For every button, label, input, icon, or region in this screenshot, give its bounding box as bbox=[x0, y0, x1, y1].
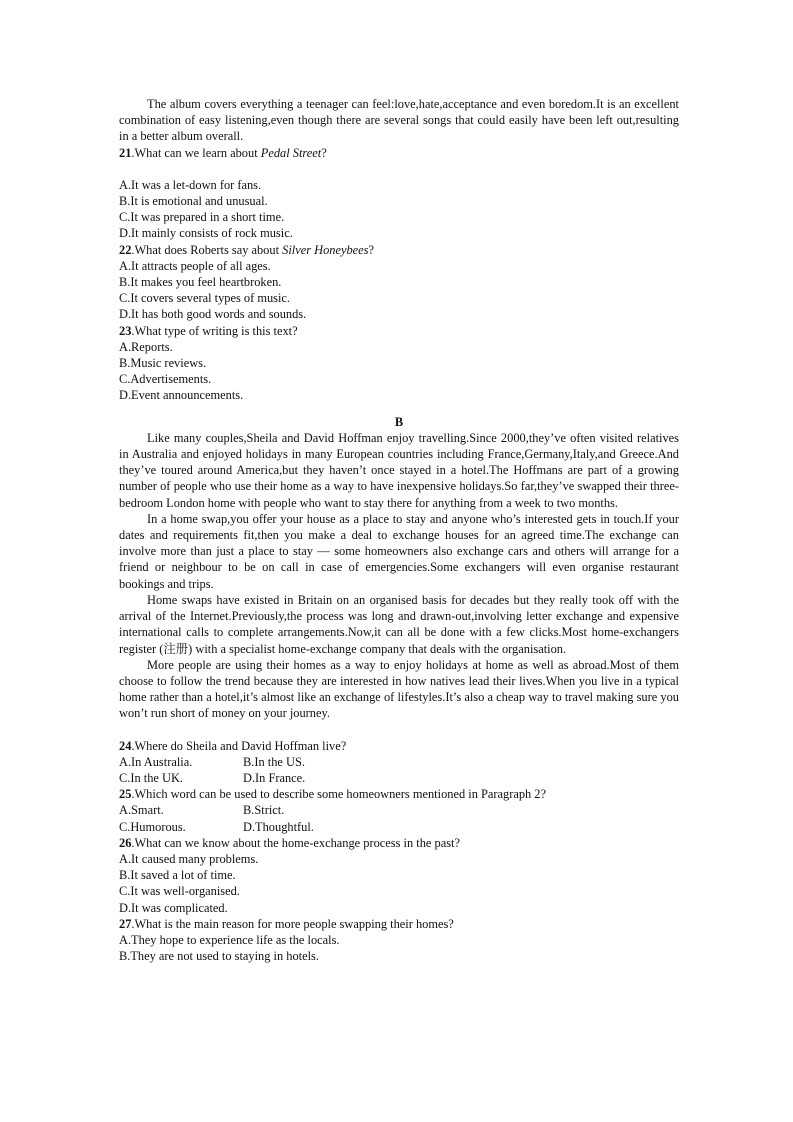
option-25c: C.Humorous. bbox=[119, 819, 186, 834]
question-number: 26 bbox=[119, 835, 132, 850]
question-number: 27 bbox=[119, 916, 132, 931]
option-23a: A.Reports. bbox=[119, 339, 173, 354]
question-text: .What can we know about the home-exchange process in the past? bbox=[131, 835, 460, 850]
question-text-end: ? bbox=[321, 145, 327, 160]
option-26d: D.It was complicated. bbox=[119, 900, 228, 915]
question-22 bbox=[119, 242, 679, 258]
option-25b: B.Strict. bbox=[243, 803, 285, 818]
option-24c: C.In the UK. bbox=[119, 770, 184, 785]
options-row bbox=[119, 802, 679, 818]
option-24a: A.In Australia. bbox=[119, 754, 193, 769]
option-22b: B.It makes you feel heartbroken. bbox=[119, 275, 282, 290]
spacer bbox=[119, 161, 679, 177]
question-27 bbox=[119, 916, 679, 932]
question-25 bbox=[119, 786, 679, 802]
option-22d: D.It has both good words and sounds. bbox=[119, 307, 307, 322]
option-21d: D.It mainly consists of rock music. bbox=[119, 226, 293, 241]
passage-b-paragraph-4: More people are using their homes as a way to enjoy holidays at home as well as abroad.Most of them choose to follow the trend because they are interested in how natives lead their lives.When you live in a typical home rather than a hotel,it’s almost like an exchange of lifestyles.It’s also a cheap way to travel making sure you won’t run short of money on your journey. bbox=[119, 657, 679, 721]
option-24d: D.In France. bbox=[243, 770, 306, 785]
question-number: 24 bbox=[119, 738, 132, 753]
question-23 bbox=[119, 323, 679, 339]
option-23c: C.Advertisements. bbox=[119, 372, 212, 387]
option-24b: B.In the US. bbox=[243, 754, 305, 769]
passage-b-paragraph-3: Home swaps have existed in Britain on an organised basis for decades but they really took off with the arrival of the Internet.Previously,the process was long and drawn-out,involving letter exchange and expensive international calls to complete arrangements.Now,it can all be done with a few clicks.Most home-exchangers register (注册) with a specialist home-exchange company that deals with the organisation. bbox=[119, 592, 679, 656]
question-text-end: ? bbox=[368, 242, 374, 257]
options-row bbox=[119, 819, 679, 835]
question-24 bbox=[119, 738, 679, 754]
option-21a: A.It was a let-down for fans. bbox=[119, 177, 262, 192]
album-title: Pedal Street bbox=[260, 145, 322, 160]
question-text: .Which word can be used to describe some homeowners mentioned in Paragraph 2? bbox=[131, 787, 547, 802]
option-27b: B.They are not used to staying in hotels. bbox=[119, 949, 319, 964]
option-22c: C.It covers several types of music. bbox=[119, 291, 291, 306]
option-26a: A.It caused many problems. bbox=[119, 851, 259, 866]
question-26 bbox=[119, 835, 679, 851]
question-21 bbox=[119, 145, 679, 161]
question-text: .What is the main reason for more people swapping their homes? bbox=[131, 916, 454, 931]
intro-paragraph: The album covers everything a teenager can feel:love,hate,acceptance and even boredom.It is an excellent combination of easy listening,even though there are several songs that could easily have been left out,resulting in a better album overall. bbox=[119, 97, 679, 144]
spacer bbox=[119, 722, 679, 738]
question-number: 22 bbox=[119, 242, 132, 257]
album-title: Silver Honeybees bbox=[282, 242, 369, 257]
option-22a: A.It attracts people of all ages. bbox=[119, 258, 271, 273]
passage-b-paragraph-1: Like many couples,Sheila and David Hoffman enjoy travelling.Since 2000,they’ve often visited relatives in Australia and enjoyed holidays in many European countries including France,Germany,Italy,and Greece.And they’ve toured around America,but they haven’t once stayed in a hotel.The Hoffmans are part of a growing number of people who use their home as a way to have inexpensive holidays.So far,they’ve swapped their three-bedroom London home with people who want to stay there for anything from a week to two months. bbox=[119, 430, 679, 510]
question-text: .What does Roberts say about bbox=[131, 242, 283, 257]
question-text: .What can we learn about bbox=[131, 145, 261, 160]
question-number: 25 bbox=[119, 787, 132, 802]
option-25d: D.Thoughtful. bbox=[243, 819, 314, 834]
option-23d: D.Event announcements. bbox=[119, 388, 244, 403]
option-21c: C.It was prepared in a short time. bbox=[119, 210, 285, 225]
option-26b: B.It saved a lot of time. bbox=[119, 868, 236, 883]
option-25a: A.Smart. bbox=[119, 803, 164, 818]
option-27a: A.They hope to experience life as the locals. bbox=[119, 932, 340, 947]
options-row bbox=[119, 770, 679, 786]
options-row bbox=[119, 754, 679, 770]
question-number: 23 bbox=[119, 323, 132, 338]
document-page bbox=[119, 96, 679, 964]
passage-b-paragraph-2: In a home swap,you offer your house as a place to stay and anyone who’s interested gets in touch.If your dates and requirements fit,then you make a deal to exchange houses for an agreed time.The exchange can involve more than just a place to stay — some homeowners also exchange cars and others will arrange for a friend or neighbour to be on call in case of emergencies.Some exchangers will even organise restaurant bookings and trips. bbox=[119, 511, 679, 591]
option-23b: B.Music reviews. bbox=[119, 356, 207, 371]
question-number: 21 bbox=[119, 145, 132, 160]
section-heading: B bbox=[394, 414, 404, 429]
question-text: .Where do Sheila and David Hoffman live? bbox=[131, 738, 347, 753]
question-text: .What type of writing is this text? bbox=[131, 323, 298, 338]
option-26c: C.It was well-organised. bbox=[119, 884, 240, 899]
option-21b: B.It is emotional and unusual. bbox=[119, 194, 268, 209]
